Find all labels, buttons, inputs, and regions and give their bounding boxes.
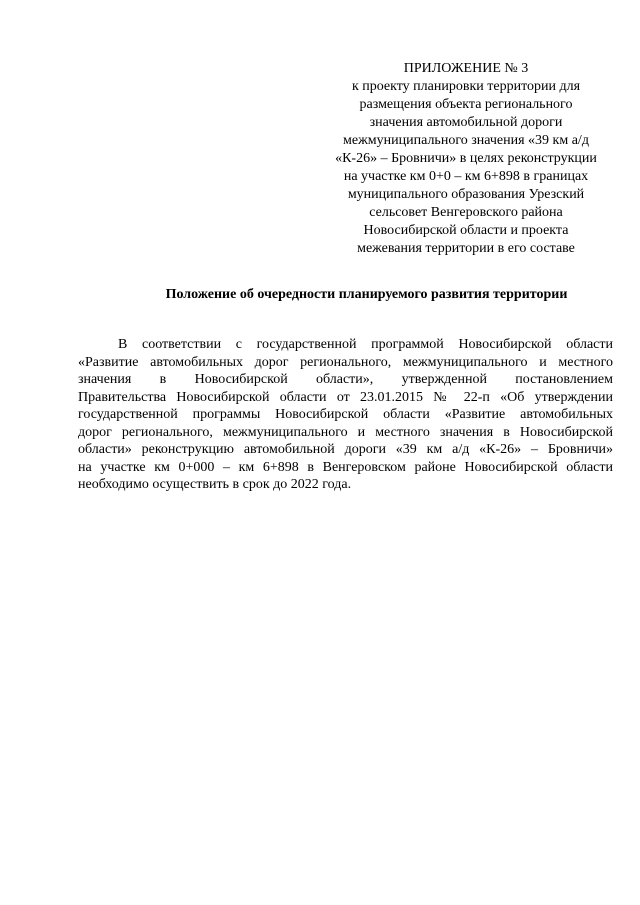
- paragraph-line: В соответствии с государственной программой Новосибирской области: [118, 337, 613, 352]
- appendix-line: межмуниципального значения «39 км а/д: [343, 133, 589, 148]
- appendix-line: на участке км 0+0 – км 6+898 в границах: [343, 169, 589, 184]
- appendix-line: муниципального образования Урезский: [347, 187, 585, 202]
- appendix-line: к проекту планировки территории для: [351, 79, 581, 94]
- paragraph-line: необходимо осуществить в срок до 2022 года.: [78, 477, 352, 492]
- paragraph-line: «Развитие автомобильных дорог регионального, межмуниципального и местного: [78, 354, 613, 370]
- paragraph-line: государственной программы Новосибирской области «Развитие автомобильных: [78, 407, 613, 422]
- appendix-header: [312, 60, 620, 258]
- appendix-title: ПРИЛОЖЕНИЕ № 3: [403, 61, 529, 76]
- appendix-line: сельсовет Венгеровского района: [369, 205, 563, 220]
- appendix-line: межевания территории в его составе: [357, 241, 575, 256]
- appendix-line: размещения объекта регионального: [359, 97, 573, 112]
- paragraph-line: Правительства Новосибирской области от 23.01.2015 № 22-п «Об утверждении: [78, 389, 613, 405]
- section-title: Положение об очередности планируемого развития территории: [165, 287, 568, 302]
- paragraph-line: на участке км 0+000 – км 6+898 в Венгеровском районе Новосибирской области: [78, 459, 613, 475]
- appendix-line: «К-26» – Бровничи» в целях реконструкции: [335, 151, 597, 166]
- paragraph-line: области» реконструкцию автомобильной дороги «39 км а/д «К-26» – Бровничи»: [78, 442, 613, 457]
- paragraph-line: значения в Новосибирской области», утвержденной постановлением: [78, 372, 613, 387]
- paragraph-line: дорог регионального, межмуниципального и местного значения в Новосибирской: [78, 424, 613, 440]
- appendix-line: значения автомобильной дороги: [369, 115, 563, 130]
- appendix-line: Новосибирской области и проекта: [363, 223, 569, 238]
- body-paragraph: [78, 336, 613, 494]
